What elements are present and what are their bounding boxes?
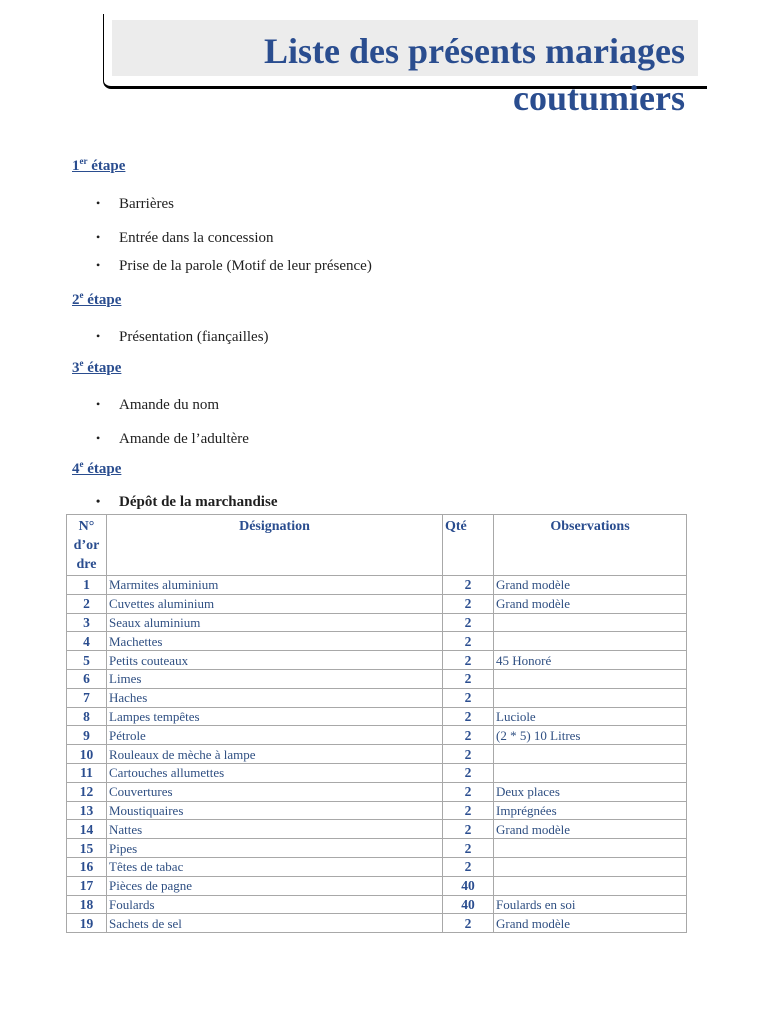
row-designation: Nattes bbox=[107, 820, 443, 839]
row-observation bbox=[494, 745, 687, 764]
table-row bbox=[67, 745, 687, 764]
table-row bbox=[67, 613, 687, 632]
row-number: 13 bbox=[67, 801, 107, 820]
row-observation: Foulards en soi bbox=[494, 895, 687, 914]
row-quantity: 2 bbox=[443, 576, 494, 595]
row-number: 1 bbox=[67, 576, 107, 595]
table-row bbox=[67, 820, 687, 839]
row-number: 14 bbox=[67, 820, 107, 839]
row-quantity: 2 bbox=[443, 745, 494, 764]
row-number: 2 bbox=[67, 594, 107, 613]
row-quantity: 2 bbox=[443, 669, 494, 688]
table-row bbox=[67, 782, 687, 801]
table-row bbox=[67, 669, 687, 688]
row-observation bbox=[494, 688, 687, 707]
row-designation: Cuvettes aluminium bbox=[107, 594, 443, 613]
header-designation: Désignation bbox=[107, 515, 443, 576]
step-3-heading: 3e étape bbox=[72, 358, 122, 376]
table-row bbox=[67, 857, 687, 876]
row-designation: Limes bbox=[107, 669, 443, 688]
table-row bbox=[67, 726, 687, 745]
row-number: 12 bbox=[67, 782, 107, 801]
row-quantity: 2 bbox=[443, 594, 494, 613]
row-designation: Haches bbox=[107, 688, 443, 707]
row-observation bbox=[494, 669, 687, 688]
row-observation: 45 Honoré bbox=[494, 651, 687, 670]
table-row bbox=[67, 895, 687, 914]
row-number: 19 bbox=[67, 914, 107, 933]
row-number: 6 bbox=[67, 669, 107, 688]
row-designation: Pipes bbox=[107, 839, 443, 858]
row-number: 18 bbox=[67, 895, 107, 914]
row-number: 9 bbox=[67, 726, 107, 745]
row-quantity: 40 bbox=[443, 895, 494, 914]
row-number: 16 bbox=[67, 857, 107, 876]
table-row bbox=[67, 651, 687, 670]
row-number: 7 bbox=[67, 688, 107, 707]
row-quantity: 2 bbox=[443, 613, 494, 632]
row-designation: Moustiquaires bbox=[107, 801, 443, 820]
row-designation: Seaux aluminium bbox=[107, 613, 443, 632]
table-row bbox=[67, 594, 687, 613]
table-row bbox=[67, 914, 687, 933]
row-quantity: 2 bbox=[443, 801, 494, 820]
row-observation bbox=[494, 857, 687, 876]
row-quantity: 2 bbox=[443, 820, 494, 839]
row-observation bbox=[494, 839, 687, 858]
row-quantity: 2 bbox=[443, 707, 494, 726]
row-observation: Luciole bbox=[494, 707, 687, 726]
row-observation bbox=[494, 632, 687, 651]
table-row bbox=[67, 576, 687, 595]
table-row bbox=[67, 801, 687, 820]
row-quantity: 2 bbox=[443, 839, 494, 858]
row-designation: Machettes bbox=[107, 632, 443, 651]
row-number: 4 bbox=[67, 632, 107, 651]
row-quantity: 2 bbox=[443, 914, 494, 933]
row-number: 17 bbox=[67, 876, 107, 895]
row-observation bbox=[494, 876, 687, 895]
step-2-heading: 2e étape bbox=[72, 290, 122, 308]
row-quantity: 2 bbox=[443, 857, 494, 876]
items-table bbox=[66, 514, 687, 933]
table-row bbox=[67, 632, 687, 651]
row-designation: Couvertures bbox=[107, 782, 443, 801]
row-quantity: 2 bbox=[443, 726, 494, 745]
row-designation: Têtes de tabac bbox=[107, 857, 443, 876]
row-observation: Grand modèle bbox=[494, 914, 687, 933]
row-designation: Foulards bbox=[107, 895, 443, 914]
row-number: 5 bbox=[67, 651, 107, 670]
row-quantity: 2 bbox=[443, 632, 494, 651]
table-row bbox=[67, 839, 687, 858]
row-observation: Deux places bbox=[494, 782, 687, 801]
row-designation: Pétrole bbox=[107, 726, 443, 745]
table-row bbox=[67, 876, 687, 895]
row-designation: Rouleaux de mèche à lampe bbox=[107, 745, 443, 764]
row-quantity: 2 bbox=[443, 651, 494, 670]
header-observations: Observations bbox=[494, 515, 687, 576]
header-qty: Qté bbox=[443, 515, 494, 576]
step-1-heading: 1er étape bbox=[72, 156, 126, 174]
row-number: 10 bbox=[67, 745, 107, 764]
row-number: 3 bbox=[67, 613, 107, 632]
row-number: 11 bbox=[67, 763, 107, 782]
row-observation bbox=[494, 613, 687, 632]
row-designation: Sachets de sel bbox=[107, 914, 443, 933]
row-number: 15 bbox=[67, 839, 107, 858]
row-designation: Petits couteaux bbox=[107, 651, 443, 670]
row-quantity: 2 bbox=[443, 688, 494, 707]
table-row bbox=[67, 707, 687, 726]
row-observation: Grand modèle bbox=[494, 594, 687, 613]
header-num: N° d’or dre bbox=[67, 515, 107, 576]
row-quantity: 2 bbox=[443, 763, 494, 782]
table-row bbox=[67, 688, 687, 707]
row-observation: Grand modèle bbox=[494, 820, 687, 839]
step-4-heading: 4e étape bbox=[72, 459, 122, 477]
row-observation: (2 * 5) 10 Litres bbox=[494, 726, 687, 745]
row-designation: Pièces de pagne bbox=[107, 876, 443, 895]
row-designation: Cartouches allumettes bbox=[107, 763, 443, 782]
page-title: Liste des présents mariages coutumiers bbox=[264, 31, 685, 118]
row-observation bbox=[494, 763, 687, 782]
row-quantity: 2 bbox=[443, 782, 494, 801]
row-quantity: 40 bbox=[443, 876, 494, 895]
table-row bbox=[67, 763, 687, 782]
row-observation: Grand modèle bbox=[494, 576, 687, 595]
row-observation: Imprégnées bbox=[494, 801, 687, 820]
row-designation: Lampes tempêtes bbox=[107, 707, 443, 726]
row-designation: Marmites aluminium bbox=[107, 576, 443, 595]
row-number: 8 bbox=[67, 707, 107, 726]
